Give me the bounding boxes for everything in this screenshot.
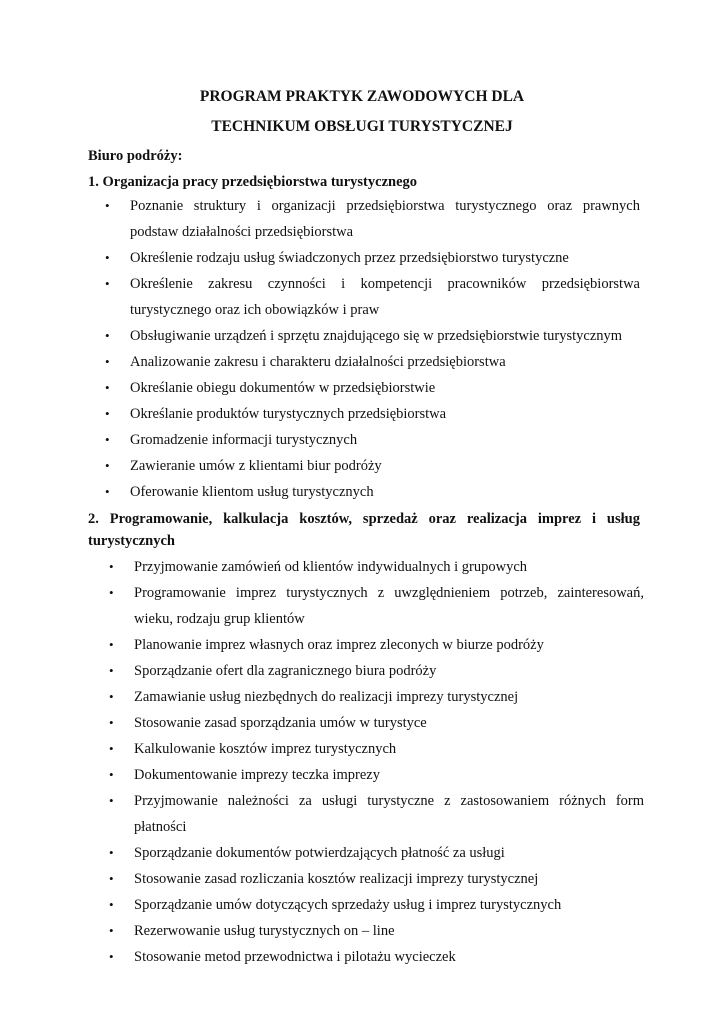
list-item: [109, 736, 644, 762]
bullet-icon: •: [105, 484, 110, 499]
bullet-icon: •: [105, 250, 110, 265]
title-line-1: PROGRAM PRAKTYK ZAWODOWYCH DLA: [199, 88, 525, 105]
list-item-text: Stosowanie zasad sporządzania umów w turystyce: [134, 715, 427, 731]
list-item: [109, 892, 644, 918]
list-item-text: Sporządzanie umów dotyczących sprzedaży usług i imprez turystycznych: [134, 897, 562, 913]
list-item-text: Obsługiwanie urządzeń i sprzętu znajdującego się w przedsiębiorstwie turystycznym: [130, 328, 623, 344]
section-2-heading: 2. Programowanie, kalkulacja kosztów, sprzedaż oraz realizacja imprez i usług: [88, 511, 640, 527]
list-item-text: Analizowanie zakresu i charakteru działalności przedsiębiorstwa: [130, 354, 506, 370]
list-item-text: Gromadzenie informacji turystycznych: [130, 432, 358, 448]
list-item-text-cont: wieku, rodzaju grup klientów: [134, 611, 305, 627]
list-item-text-cont: płatności: [134, 819, 187, 835]
list-item: [105, 453, 640, 479]
list-item: [109, 944, 644, 970]
list-item-text: Zamawianie usług niezbędnych do realizacji imprezy turystycznej: [134, 689, 519, 705]
list-item: [109, 580, 644, 632]
list-item-text: Stosowanie zasad rozliczania kosztów realizacji imprezy turystycznej: [134, 871, 539, 887]
biuro-label: Biuro podróży:: [88, 148, 183, 164]
list-item-text: Przyjmowanie należności za usługi turystyczne z zastosowaniem różnych form: [134, 793, 644, 809]
list-item: [109, 710, 644, 736]
list-item: [105, 427, 640, 453]
bullet-icon: •: [105, 328, 110, 343]
list-item-text: Zawieranie umów z klientami biur podróży: [130, 458, 382, 474]
list-item-text: Określenie rodzaju usług świadczonych przez przedsiębiorstwo turystyczne: [130, 250, 569, 266]
list-item-text: Stosowanie metod przewodnictwa i pilotażu wycieczek: [134, 949, 456, 965]
bullet-icon: •: [109, 793, 114, 808]
bullet-icon: •: [109, 637, 114, 652]
bullet-icon: •: [105, 354, 110, 369]
bullet-icon: •: [105, 458, 110, 473]
bullet-icon: •: [109, 845, 114, 860]
list-item-text: Sporządzanie ofert dla zagranicznego biura podróży: [134, 663, 437, 679]
bullet-icon: •: [109, 923, 114, 938]
list-item-text: Programowanie imprez turystycznych z uwzględnieniem potrzeb, zainteresowań,: [134, 585, 644, 601]
list-item-text: Planowanie imprez własnych oraz imprez zleconych w biurze podróży: [134, 637, 544, 653]
list-item: [105, 401, 640, 427]
bullet-icon: •: [109, 663, 114, 678]
list-item-text: Określanie obiegu dokumentów w przedsiębiorstwie: [130, 380, 436, 396]
list-item-text-cont: podstaw działalności przedsiębiorstwa: [130, 224, 354, 240]
bullet-icon: •: [109, 585, 114, 600]
list-item-text: Dokumentowanie imprezy teczka imprezy: [134, 767, 380, 783]
list-item: [105, 193, 640, 245]
list-item: [109, 788, 644, 840]
bullet-icon: •: [109, 767, 114, 782]
list-item-text: Określanie produktów turystycznych przedsiębiorstwa: [130, 406, 447, 422]
bullet-icon: •: [105, 276, 110, 291]
list-item: [109, 840, 644, 866]
list-item: [105, 375, 640, 401]
list-item-text: Poznanie struktury i organizacji przedsiębiorstwa turystycznego oraz prawnych: [130, 198, 640, 214]
section-1-heading: 1. Organizacja pracy przedsiębiorstwa turystycznego: [88, 174, 418, 190]
list-item: [109, 866, 644, 892]
list-item: [105, 271, 640, 323]
list-item-text: Przyjmowanie zamówień od klientów indywidualnych i grupowych: [134, 559, 528, 575]
bullet-icon: •: [105, 380, 110, 395]
list-item-text: Oferowanie klientom usług turystycznych: [130, 484, 374, 500]
bullet-icon: •: [109, 949, 114, 964]
list-item: [109, 762, 644, 788]
title-line-2: TECHNIKUM OBSŁUGI TURYSTYCZNEJ: [211, 118, 513, 135]
list-item: [109, 554, 644, 580]
bullet-icon: •: [105, 432, 110, 447]
bullet-icon: •: [109, 559, 114, 574]
list-item-text: Określenie zakresu czynności i kompetencji pracowników przedsiębiorstwa: [130, 276, 640, 292]
bullet-icon: •: [109, 689, 114, 704]
bullet-icon: •: [109, 741, 114, 756]
list-item: [109, 918, 644, 944]
list-item: [105, 245, 640, 271]
bullet-icon: •: [105, 198, 110, 213]
section-2-heading-cont: turystycznych: [88, 533, 175, 549]
list-item-text: Kalkulowanie kosztów imprez turystycznych: [134, 741, 397, 757]
bullet-icon: •: [109, 871, 114, 886]
list-item: [109, 632, 644, 658]
bullet-icon: •: [109, 715, 114, 730]
list-item: [105, 479, 640, 505]
list-item-text-cont: turystycznego oraz ich obowiązków i praw: [130, 302, 380, 318]
list-item: [109, 658, 644, 684]
list-item: [105, 323, 640, 349]
bullet-icon: •: [105, 406, 110, 421]
list-item-text: Rezerwowanie usług turystycznych on – line: [134, 923, 395, 939]
list-item: [109, 684, 644, 710]
list-item: [105, 349, 640, 375]
bullet-icon: •: [109, 897, 114, 912]
list-item-text: Sporządzanie dokumentów potwierdzających płatność za usługi: [134, 845, 505, 861]
